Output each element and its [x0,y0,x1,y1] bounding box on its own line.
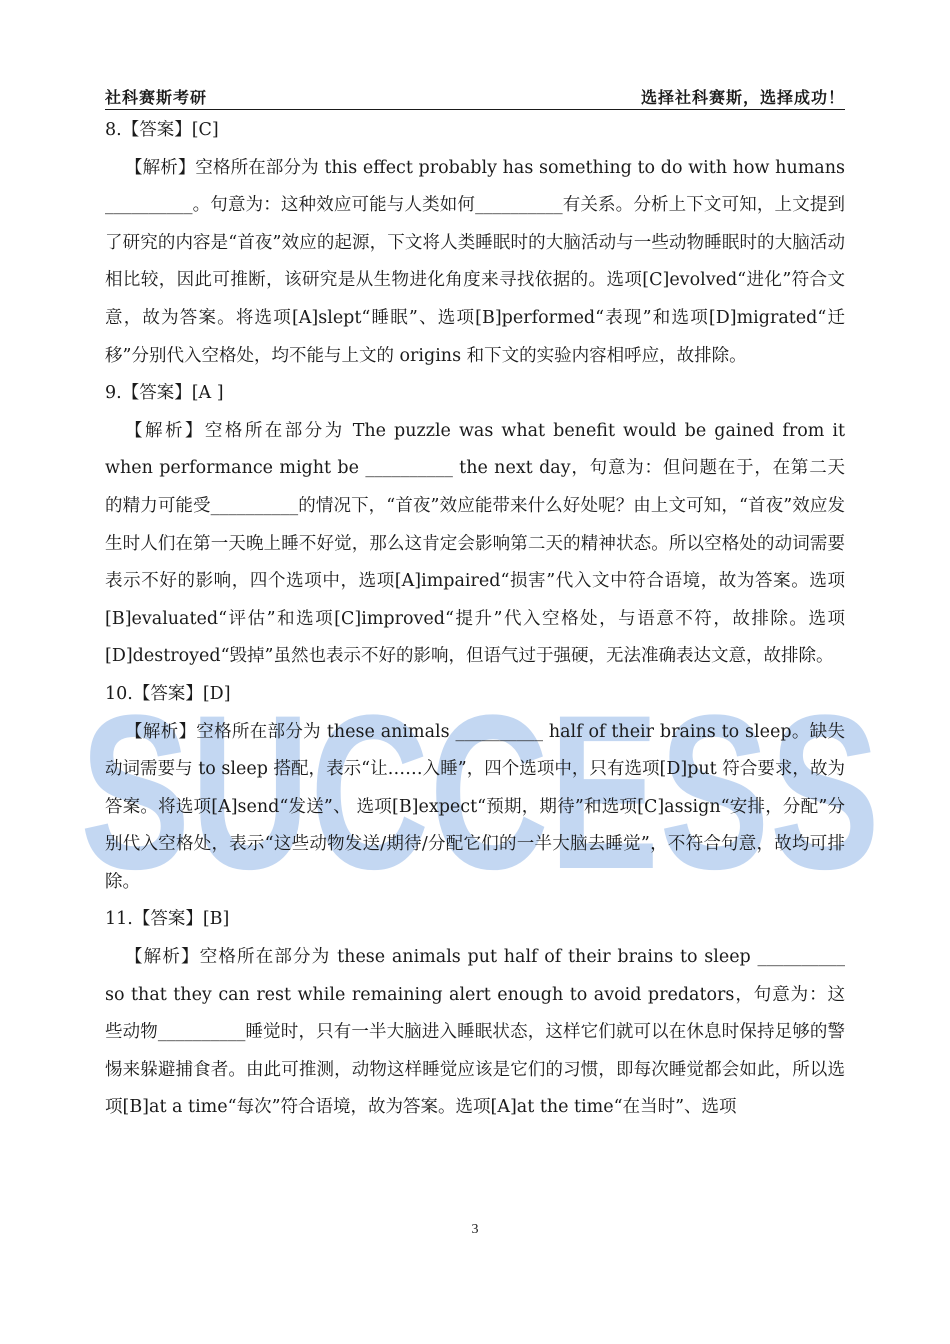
header-left-text: 社科赛斯考研 [105,88,208,107]
page-number: 3 [471,1222,479,1237]
page-content [105,112,845,1127]
answer-line-q10: 10.【答案】[D] [105,683,231,704]
header-divider [105,109,845,110]
analysis-q10: 【解析】空格所在部分为 these animals __________ half of their brains to sleep。缺失动词需要与 to sleep 搭配，表示“让……入睡”，四个选项中，只有选项[D]put 符合要求，故为答案。将选项[A]send“发送”、 选项[B]expect“预期，期待”和选项[C]assign“安排，分配”分别代入空格处，表示“这些动物发送/期待/分配它们的一半大脑去睡觉”，不符合句意，故均可排除。 [105,721,845,892]
answer-line-q8: 8.【答案】[C] [105,120,219,140]
watermark-text: SUCCESS [80,700,880,885]
analysis-q11: 【解析】空格所在部分为 these animals put half of their brains to sleep __________ so that they can rest while remaining alert enough to avoid predators，句意为：这些动物__________睡觉时，只有一半大脑进入睡眠状态，这样它们就可以在休息时保持足够的警惕来躲避捕食者。由此可推测，动物这样睡觉应该是它们的习惯，即每次睡觉都会如此，所以选项[B]at a time“每次”符合语境，故为答案。选项[A]at the time“在当时”、选项 [105,947,845,1118]
answer-line-q11: 11.【答案】[B] [105,909,230,930]
page-header [105,82,845,108]
header-right-text: 选择社科赛斯，选择成功！ [640,88,845,107]
analysis-q9: 【解析】空格所在部分为 The puzzle was what benefit would be gained from it when performance might be __________ the next day，句意为：但问题在于，在第二天的精力可能受__________的情况下，“首夜”效应能带来什么好处呢？由上文可知，“首夜”效应发生时人们在第一天晚上睡不好觉，那么这肯定会影响第二天的精神状态。所以空格处的动词需要表示不好的影响，四个选项中，选项[A]impaired“损害”代入文中符合语境，故为答案。选项[B]evaluated“评估”和选项[C]improved“提升”代入空格处，与语意不符，故排除。选项[D]destroyed“毁掉”虽然也表示不好的影响，但语气过于强硬，无法准确表达文意，故排除。 [105,420,845,667]
analysis-q8: 【解析】空格所在部分为 this effect probably has something to do with how humans __________。句意为：这种效应可能与人类如何__________有关系。分析上下文可知，上文提到了研究的内容是“首夜”效应的起源，下文将人类睡眠时的大脑活动与一些动物睡眠时的大脑活动相比较，因此可推断，该研究是从生物进化角度来寻找依据的。选项[C]evolved“进化”符合文意，故为答案。将选项[A]slept“睡眠”、选项[B]performed“表现”和选项[D]migrated“迁移”分别代入空格处，均不能与上文的 origins 和下文的实验内容相呼应，故排除。 [105,157,845,366]
answer-line-q9: 9.【答案】[A ] [105,383,224,404]
